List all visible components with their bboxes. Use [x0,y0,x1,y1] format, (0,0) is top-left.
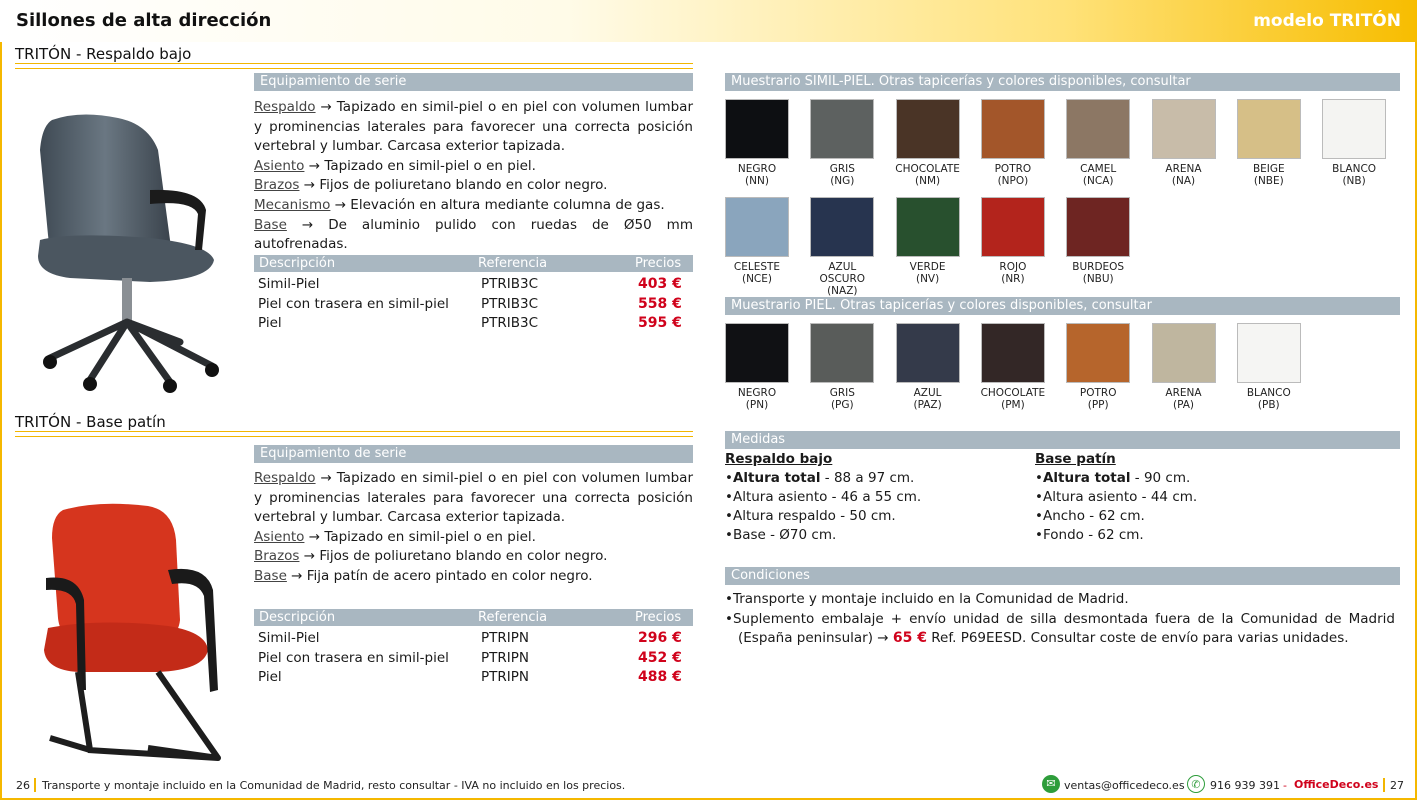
swatch-name: VERDE [909,261,946,273]
price-table [254,609,693,688]
swatch-name: CHOCOLATE [895,163,960,175]
swatch-color [725,323,789,383]
swatch-potro [980,99,1046,187]
chair-image-base-patin [38,500,243,765]
swatch-code: (NR) [1001,273,1025,285]
swatch-code: (NBU) [1082,273,1114,285]
swatch-name: CHOCOLATE [980,387,1046,399]
swatch-name: GRIS [829,387,855,399]
swatch-code: (PP) [1087,399,1109,411]
table-row: Piel PTRIB3C 595 € [258,315,682,331]
equip-brazos: Brazos → Fijos de poliuretano blando en color negro. [254,548,608,565]
swatch-code: (NG) [830,175,855,187]
swatch-name: POTRO [994,163,1032,175]
swatch-code: (NM) [915,175,941,187]
condiciones-header: Condiciones [725,567,1400,585]
swatch-celeste [724,197,790,285]
medidas-heading: Base patín [1035,451,1116,467]
equip-mecanismo: Mecanismo → Elevación en altura mediante columna de gas. [254,196,665,213]
swatch-color [1066,99,1130,159]
muestrario-piel-header: Muestrario PIEL. Otras tapicerías y colores disponibles, consultar [725,297,1400,315]
swatch-name: ROJO [999,261,1027,273]
chair-image-respaldo-bajo [30,110,225,395]
swatch-name: BLANCO [1246,387,1291,399]
footer-dash: - [1283,779,1287,792]
medidas-respaldo-bajo [725,450,921,545]
swatch-blanco [1321,99,1387,187]
swatch-code: (NCA) [1082,175,1114,187]
swatch-name: AZUL [913,387,942,399]
swatch-name: BEIGE [1252,163,1285,175]
swatch-color [1152,323,1216,383]
medidas-heading: Respaldo bajo [725,451,833,467]
equip-header: Equipamiento de serie [254,445,693,463]
condicion-item: • Transporte y montaje incluido en la Comunidad de Madrid. [725,590,1395,610]
section-title-respaldo-bajo: TRITÓN - Respaldo bajo [15,45,192,63]
equip-brazos: Brazos → Fijos de poliuretano blando en color negro. [254,177,608,194]
swatch-code: (NA) [1171,175,1196,187]
medida-item: • Altura total - 90 cm. [1035,469,1197,488]
swatch-color [981,99,1045,159]
equip-base: Base → Fija patín de acero pintado en color negro. [254,567,593,584]
swatch-code: (NB) [1342,175,1366,187]
swatch-arena [1151,323,1217,411]
footer-note: Transporte y montaje incluido en la Comunidad de Madrid, resto consultar - IVA no incluido en los precios. [42,779,626,792]
equip-list [254,469,693,587]
footer-phone[interactable]: 916 939 391 [1210,779,1280,792]
swatch-verde [895,197,961,285]
swatch-code: (PA) [1172,399,1195,411]
swatch-color [810,197,874,257]
swatch-camel [1065,99,1131,187]
email-icon: ✉ [1042,775,1060,793]
medidas-base-patin [1035,450,1197,545]
swatch-color [1066,197,1130,257]
model-title: modelo TRITÓN [1253,11,1401,31]
swatch-name: AZUL OSCURO [819,261,866,285]
swatch-color [1237,323,1301,383]
equip-asiento: Asiento → Tapizado en simil-piel o en piel. [254,528,536,545]
swatch-code: (NN) [745,175,769,187]
col-descripcion: Descripción [259,256,336,271]
medida-item: • Altura asiento - 46 a 55 cm. [725,488,921,507]
price-table-header [254,255,693,272]
page-number-left: 26 [16,779,30,792]
swatch-chocolate [980,323,1046,411]
swatch-name: CELESTE [733,261,781,273]
table-row: Simil-Piel PTRIPN 296 € [258,630,682,646]
swatch-name: POTRO [1079,387,1117,399]
swatch-name: BURDEOS [1072,261,1125,273]
equip-asiento: Asiento → Tapizado en simil-piel o en piel. [254,157,536,174]
swatch-code: (PG) [830,399,854,411]
swatch-name: NEGRO [737,163,777,175]
swatch-negro [724,323,790,411]
section-title-base-patin: TRITÓN - Base patín [15,413,166,431]
swatch-gris [809,99,875,187]
medida-item: • Altura respaldo - 50 cm. [725,507,921,526]
swatch-chocolate [895,99,961,187]
swatch-rojo [980,197,1046,285]
equip-base: Base → De aluminio pulido con ruedas de Ø50 mm autofrenadas. [254,216,693,253]
medida-item: • Ancho - 62 cm. [1035,507,1197,526]
swatch-color [1322,99,1386,159]
col-descripcion: Descripción [259,610,336,625]
muestrario-simil-header: Muestrario SIMIL-PIEL. Otras tapicerías y colores disponibles, consultar [725,73,1400,91]
medida-item: • Altura asiento - 44 cm. [1035,488,1197,507]
equip-respaldo: Respaldo → Tapizado en simil-piel o en piel con volumen lumbar y prominencias laterales para favorecer una correcta posición vertebral y lumbar. Carcasa exterior tapizada. [254,99,693,155]
medidas-header: Medidas [725,431,1400,449]
footer-email[interactable]: ventas@officedeco.es [1064,779,1185,792]
swatch-code: (PN) [745,399,769,411]
swatch-azul [895,323,961,411]
swatch-code: (NV) [915,273,940,285]
price-table-header [254,609,693,626]
swatch-color [725,99,789,159]
swatch-color [725,197,789,257]
swatch-potro [1065,323,1131,411]
page-title: Sillones de alta dirección [16,10,272,31]
medida-item: • Base - Ø70 cm. [725,526,921,545]
swatch-color [896,99,960,159]
swatch-name: GRIS [829,163,855,175]
col-referencia: Referencia [478,256,548,271]
swatch-azul-oscuro [809,197,875,297]
medida-item: • Altura total - 88 a 97 cm. [725,469,921,488]
page-footer [0,774,1417,798]
swatch-code: (PB) [1257,399,1280,411]
swatch-name: CAMEL [1080,163,1117,175]
swatch-color [1066,323,1130,383]
equip-list [254,98,693,255]
swatch-gris [809,323,875,411]
page-header [0,0,1417,42]
phone-icon: ✆ [1187,775,1205,793]
table-row: Piel con trasera en simil-piel PTRIB3C 558 € [258,295,682,312]
swatch-color [981,323,1045,383]
swatch-beige [1236,99,1302,187]
swatch-color [981,197,1045,257]
swatch-code: (PM) [1001,399,1025,411]
equip-header: Equipamiento de serie [254,73,693,91]
equip-respaldo: Respaldo → Tapizado en simil-piel o en piel con volumen lumbar y prominencias laterales para favorecer una correcta posición vertebral y lumbar. Carcasa exterior tapizada. [254,470,693,526]
col-precios: Precios [635,256,682,271]
swatch-color [896,197,960,257]
divider [15,431,693,437]
footer-brand[interactable]: OfficeDeco.es [1294,778,1379,791]
swatch-name: ARENA [1165,387,1202,399]
swatch-code: (PAZ) [913,399,942,411]
condicion-item: • Suplemento embalaje + envío unidad de silla desmontada fuera de la Comunidad de Madrid (España peninsular) → 65 € Ref. P69EESD. Consultar coste de envío para varias unidades. [725,610,1395,649]
swatch-name: ARENA [1165,163,1202,175]
swatch-color [1237,99,1301,159]
price-table [254,255,693,334]
col-referencia: Referencia [478,610,548,625]
swatch-color [1152,99,1216,159]
divider [15,63,693,69]
swatch-color [810,99,874,159]
swatch-code: (NPO) [997,175,1029,187]
swatch-blanco [1236,323,1302,411]
swatch-code: (NCE) [741,273,772,285]
page-number-right: 27 [1390,779,1404,792]
medida-item: • Fondo - 62 cm. [1035,526,1197,545]
condiciones-list [725,590,1395,649]
swatch-color [896,323,960,383]
swatch-negro [724,99,790,187]
swatch-name: BLANCO [1332,163,1377,175]
swatch-code: (NBE) [1253,175,1284,187]
swatch-code: (NAZ) [827,285,858,297]
table-row: Piel PTRIPN 488 € [258,669,682,685]
swatch-burdeos [1065,197,1131,285]
table-row: Simil-Piel PTRIB3C 403 € [258,276,682,292]
swatch-arena [1151,99,1217,187]
col-precios: Precios [635,610,682,625]
swatch-name: NEGRO [737,387,777,399]
swatch-color [810,323,874,383]
table-row: Piel con trasera en simil-piel PTRIPN 452 € [258,649,682,666]
